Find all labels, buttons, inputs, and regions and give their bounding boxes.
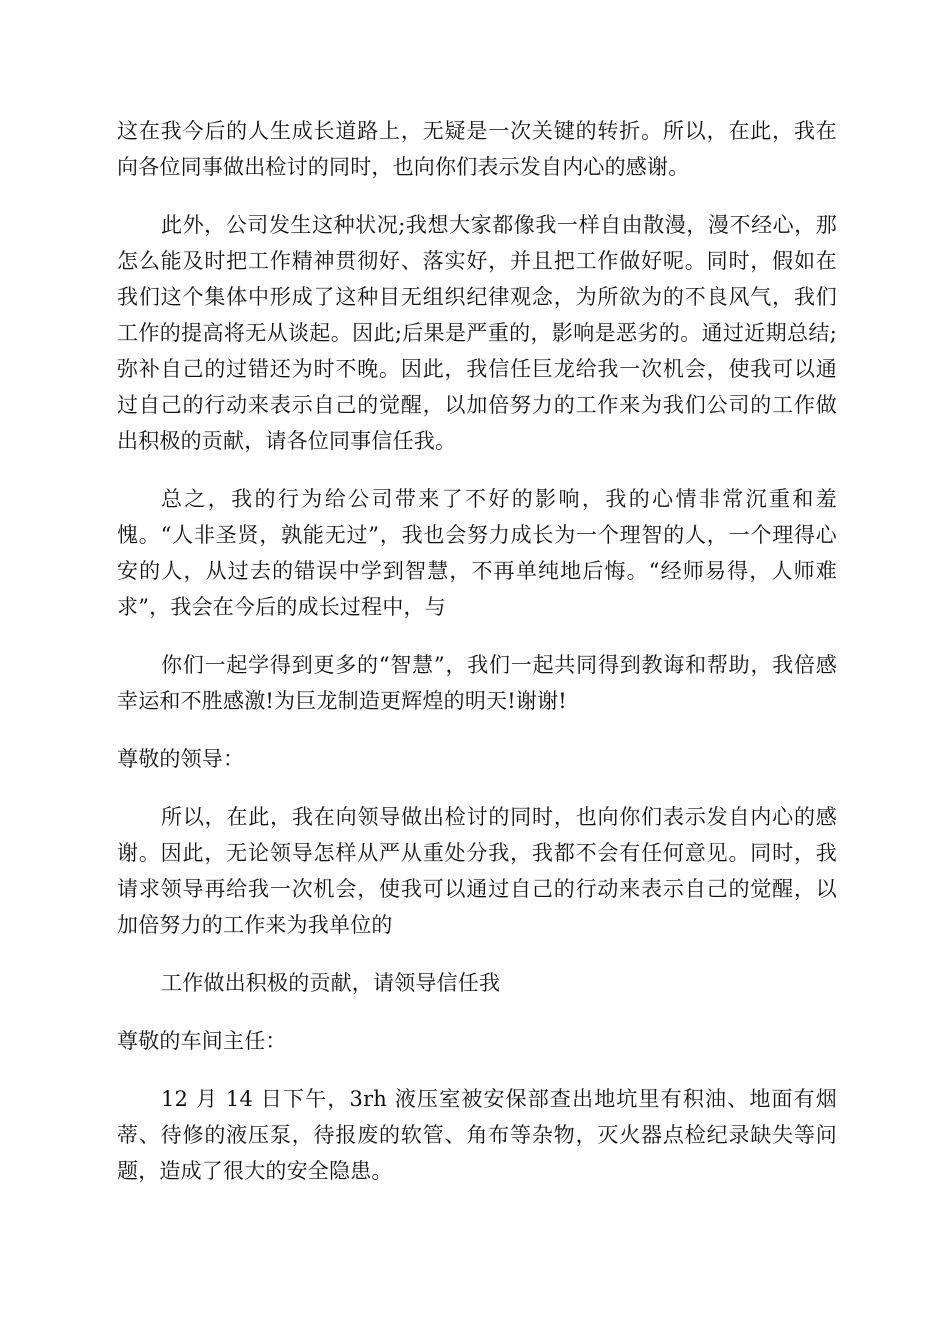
paragraph-4: 你们一起学得到更多的“智慧”，我们一起共同得到教诲和帮助，我倍感幸运和不胜感激!为巨龙制造更辉煌的明天!谢谢! [117, 653, 837, 713]
paragraph-9: 12 月 14 日下午，3rh 液压室被安保部查出地坑里有积油、地面有烟蒂、待修的液压泵，待报废的软管、角布等杂物，灭火器点检纪录缺失等问题，造成了很大的安全隐患。 [117, 1087, 837, 1183]
paragraph-3: 总之，我的行为给公司带来了不好的影响，我的心情非常沉重和羞愧。“人非圣贤，孰能无过”，我也会努力成长为一个理智的人，一个理得心安的人，从过去的错误中学到智慧，不再单纯地后悔。“经师易得，人师难求”，我会在今后的成长过程中，与 [117, 487, 837, 619]
paragraph-2: 此外，公司发生这种状况;我想大家都像我一样自由散漫，漫不经心，那怎么能及时把工作精神贯彻好、落实好，并且把工作做好呢。同时，假如在我们这个集体中形成了这种目无组织纪律观念，为所欲为的不良风气，我们工作的提高将无从谈起。因此;后果是严重的，影响是恶劣的。通过近期总结;弥补自己的过错还为时不晚。因此，我信任巨龙给我一次机会，使我可以通过自己的行动来表示自己的觉醒，以加倍努力的工作来为我们公司的工作做出积极的贡献，请各位同事信任我。 [117, 213, 837, 453]
paragraph-6: 所以，在此，我在向领导做出检讨的同时，也向你们表示发自内心的感谢。因此，无论领导怎样从严从重处分我，我都不会有任何意见。同时，我请求领导再给我一次机会，使我可以通过自己的行动来表示自己的觉醒，以加倍努力的工作来为我单位的 [117, 805, 837, 937]
document-body [117, 113, 837, 1211]
salutation-leader: 尊敬的领导： [117, 747, 245, 771]
paragraph-1: 这在我今后的人生成长道路上，无疑是一次关键的转折。所以，在此，我在向各位同事做出检讨的同时，也向你们表示发自内心的感谢。 [117, 119, 837, 179]
paragraph-7: 工作做出积极的贡献，请领导信任我 [161, 971, 501, 995]
salutation-workshop-director: 尊敬的车间主任： [117, 1029, 287, 1053]
